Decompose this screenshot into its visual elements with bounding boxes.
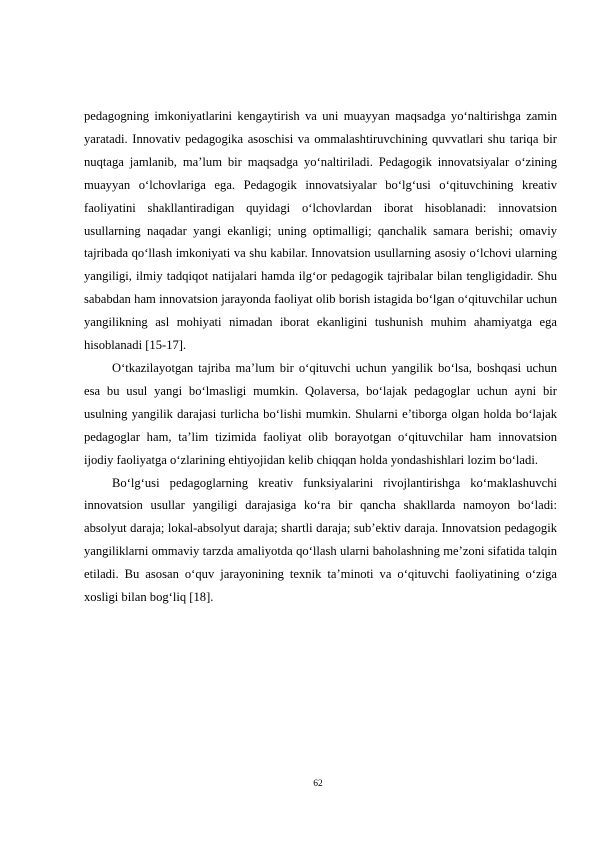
paragraph-experiment-novelty: O‘tkazilayotgan tajriba ma’lum bir o‘qituvchi uchun yangilik bo‘lsa, boshqasi uchun esa bu usul yangi bo‘lmasligi mumkin. Qolaversa, bo‘lajak pedagoglar uchun ayni bir usulning yangilik darajasi turlicha bo‘lishi mumkin. Shularni e’tiborga olgan holda bo‘lajak pedagoglar ham, ta’lim tizimida faoliyat olib borayotgan o‘qituvchilar ham innovatsion ijodiy faoliyatga o‘zlarining ehtiyojidan kelib chiqqan holda yondashishlari lozim bo‘ladi.: [84, 360, 557, 467]
paragraph-novelty-levels: Bo‘lg‘usi pedagoglarning kreativ funksiyalarini rivojlantirishga ko‘maklashuvchi innovatsion usullar yangiligi darajasiga ko‘ra bir qancha shakllarda namoyon bo‘ladi: absolyut daraja; lokal-absolyut daraja; shartli daraja; sub’ektiv daraja. Innovatsion pedagogik yangiliklarni ommaviy tarzda amaliyotda qo‘llash ularni baholashning me’zoni sifatida talqin etiladi. Bu asosan o‘quv jarayonining texnik ta’minoti va o‘qituvchi faoliyatining o‘ziga xosligi bilan bog‘liq [18].: [84, 475, 557, 605]
body-text: [84, 105, 557, 609]
paragraph-continuation: pedagogning imkoniyatlarini kengaytirish va uni muayyan maqsadga yo‘naltirishga zamin yaratadi. Innovativ pedagogika asoschisi va ommalashtiruvchining quvvatlari shu tariqa bir nuqtaga jamlanib, ma’lum bir maqsadga yo‘naltiriladi. Pedagogik innovatsiyalar o‘zining muayyan o‘lchovlariga ega. Pedagogik innovatsiyalar bo‘lg‘usi o‘qituvchining kreativ faoliyatini shakllantiradigan quyidagi o‘lchovlardan iborat hisoblanadi: innovatsion usullarning naqadar yangi ekanligi; uning optimalligi; qanchalik samara berishi; omaviy tajribada qo‘llash imkoniyati va shu kabilar. Innovatsion usullarning asosiy o‘lchovi ularning yangiligi, ilmiy tadqiqot natijalari hamda ilg‘or pedagogik tajribalar bilan tengligidadir. Shu sababdan ham innovatsion jarayonda faoliyat olib borish istagida bo‘lgan o‘qituvchilar uchun yangilikning asl mohiyati nimadan iborat ekanligini tushunish muhim ahamiyatga ega hisoblanadi [15-17].: [84, 109, 557, 353]
page-number: 62: [313, 779, 323, 789]
